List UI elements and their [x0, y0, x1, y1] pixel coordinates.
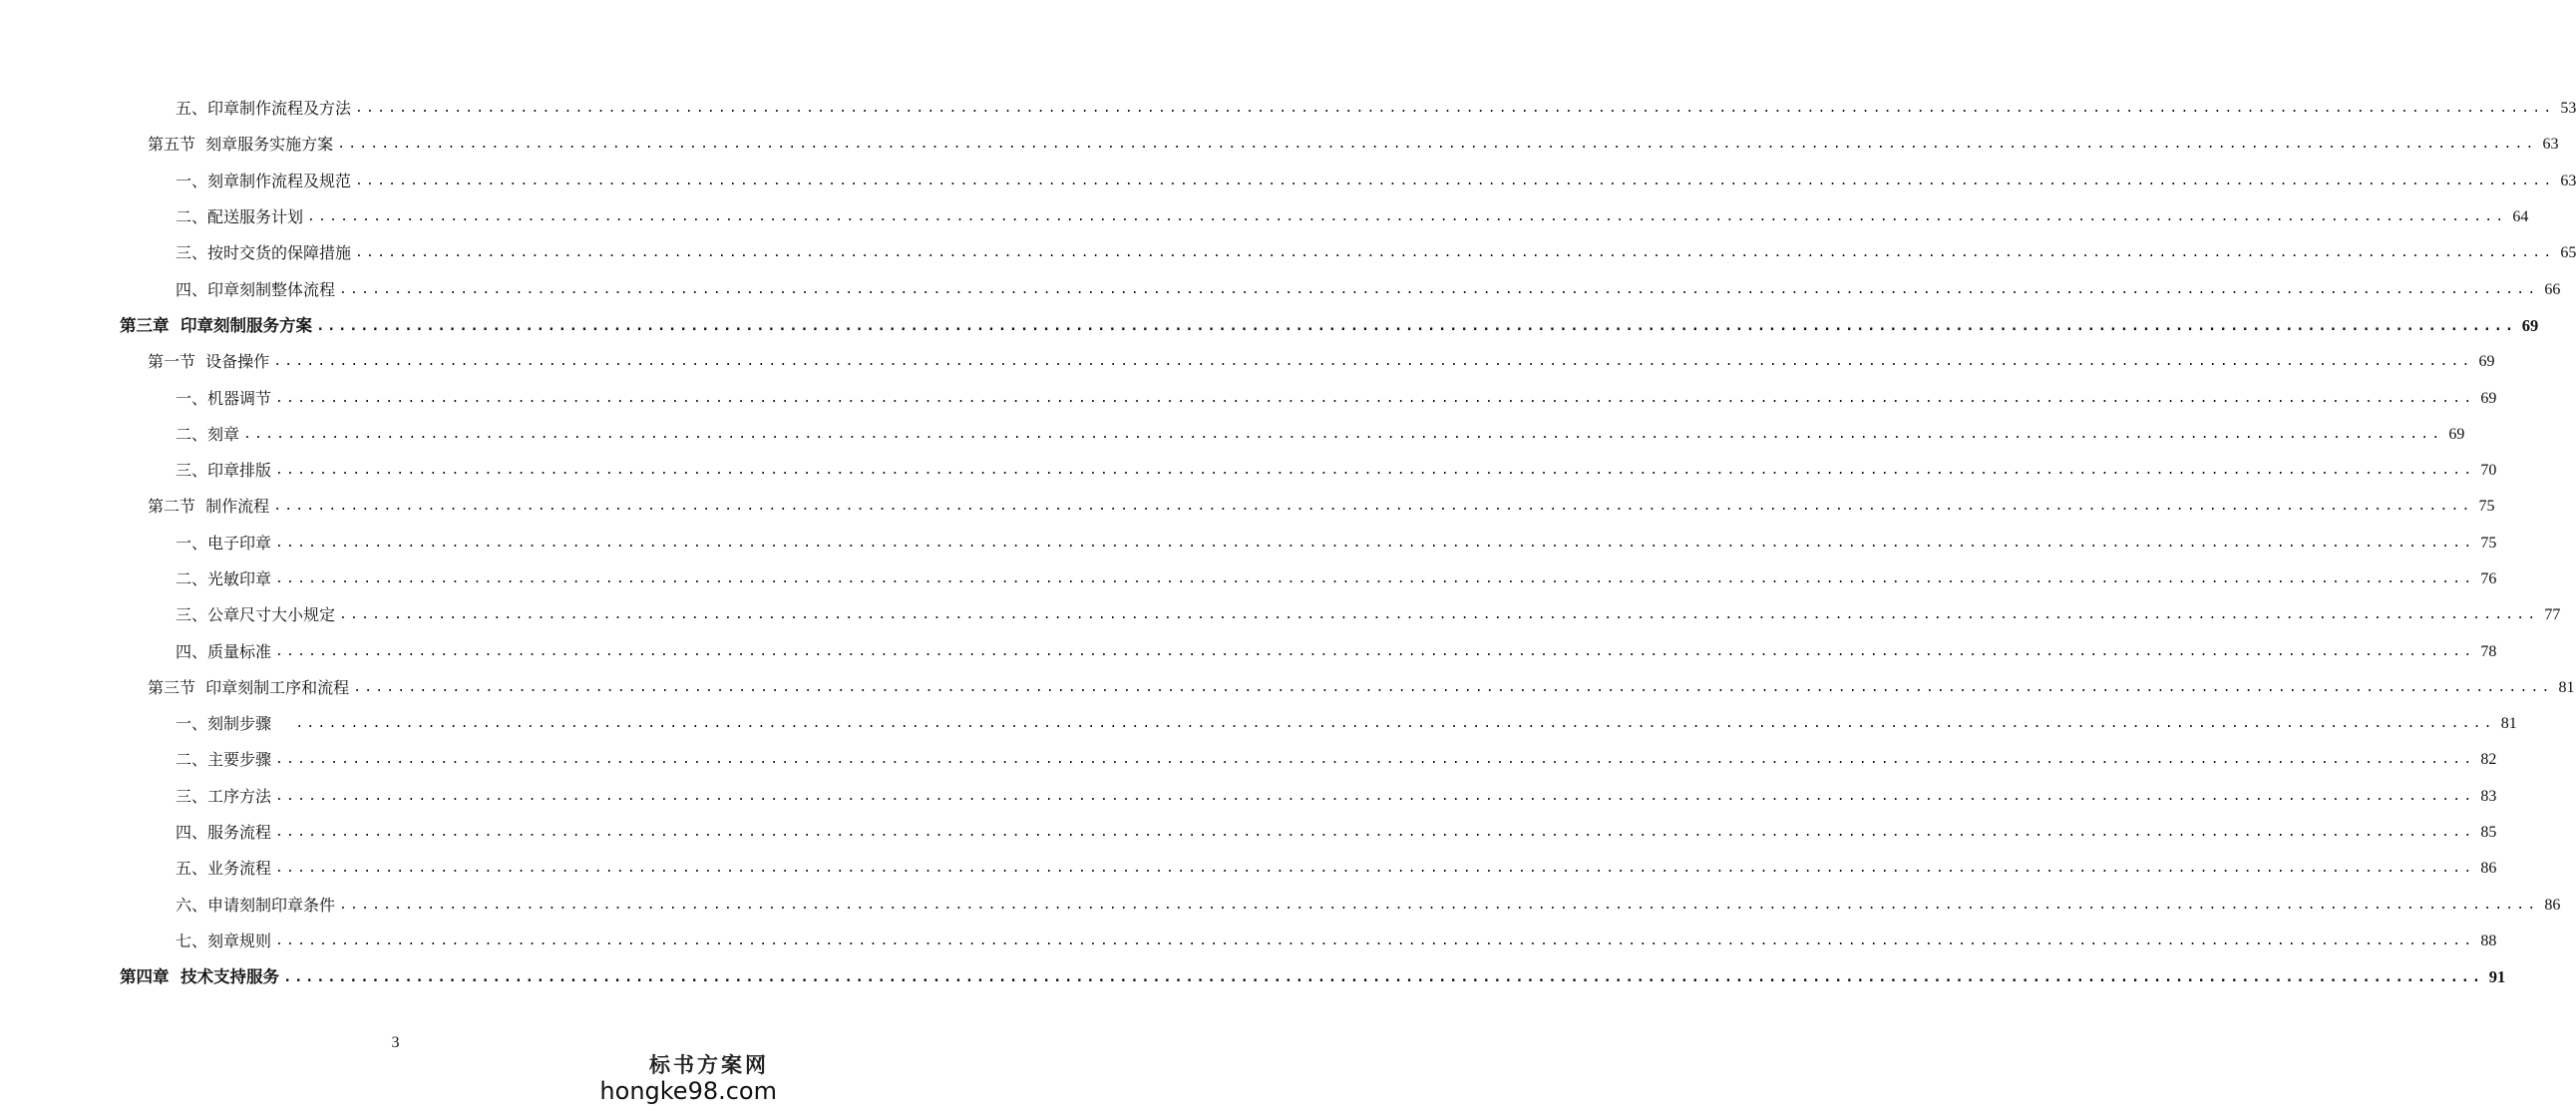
- toc-entry-chapter[interactable]: [0, 959, 2506, 995]
- toc-entry-item[interactable]: [0, 453, 2497, 489]
- toc-entry-page: 70: [2480, 462, 2497, 480]
- toc-dot-leader: ........................................................................................................................................................................................................: [275, 643, 2475, 659]
- toc-entry-title: 四、服务流程: [176, 823, 272, 843]
- toc-dot-leader: ........................................................................................................................................................................................................: [275, 932, 2475, 948]
- toc-entry-title: 三、公章尺寸大小规定: [176, 605, 336, 625]
- toc-entry-title: 二、光敏印章: [176, 569, 272, 588]
- toc-dot-leader: ........................................................................................................................................................................................................: [339, 897, 2539, 913]
- page-number: 3: [391, 1034, 400, 1051]
- toc-dot-leader: ........................................................................................................................................................................................................: [316, 317, 2516, 334]
- toc-entry-section[interactable]: [0, 127, 2559, 163]
- toc-entry-item[interactable]: [0, 199, 2529, 235]
- toc-entry-title: 三、按时交货的保障措施: [176, 243, 352, 263]
- toc-entry-title: 第一节 设备操作: [148, 352, 270, 372]
- toc-entry-page: 86: [2480, 860, 2497, 878]
- toc-entry-item[interactable]: [0, 888, 2561, 924]
- toc-entry-item[interactable]: [0, 91, 2576, 127]
- toc-entry-page: 78: [2480, 642, 2497, 660]
- toc-entry-page: 63: [2542, 136, 2559, 154]
- toc-entry-page: 81: [2558, 678, 2575, 696]
- toc-dot-leader: ........................................................................................................................................................................................................: [295, 716, 2495, 732]
- toc-dot-leader: ........................................................................................................................................................................................................: [275, 463, 2475, 479]
- toc-dot-leader: ........................................................................................................................................................................................................: [307, 209, 2507, 225]
- toc-entry-title: 三、印章排版: [176, 461, 272, 481]
- toc-entry-page: 65: [2560, 244, 2576, 262]
- toc-dot-leader: ........................................................................................................................................................................................................: [275, 788, 2475, 804]
- toc-dot-leader: ........................................................................................................................................................................................................: [275, 390, 2475, 406]
- toc-dot-leader: ........................................................................................................................................................................................................: [337, 137, 2537, 153]
- toc-entry-item[interactable]: [0, 164, 2576, 199]
- toc-entry-page: 63: [2560, 172, 2576, 189]
- toc-dot-leader: ........................................................................................................................................................................................................: [275, 535, 2475, 551]
- toc-dot-leader: ........................................................................................................................................................................................................: [283, 969, 2483, 986]
- toc-entry-title: 第五节 刻章服务实施方案: [148, 135, 334, 155]
- watermark: [599, 1049, 777, 1105]
- toc-entry-item[interactable]: [0, 235, 2576, 271]
- toc-entry-section[interactable]: [0, 489, 2495, 525]
- toc-entry-page: 69: [2448, 425, 2465, 443]
- toc-entry-section[interactable]: [0, 670, 2575, 706]
- toc-entry-item[interactable]: [0, 706, 2517, 742]
- toc-entry-title: 七、刻章规则: [176, 931, 272, 950]
- toc-entry-page: 83: [2480, 787, 2497, 805]
- toc-entry-page: 69: [2480, 389, 2497, 407]
- toc-entry-item[interactable]: [0, 742, 2497, 778]
- watermark-name: 标书方案网: [649, 1052, 769, 1077]
- toc-entry-page: 66: [2544, 280, 2561, 298]
- toc-dot-leader: ........................................................................................................................................................................................................: [355, 101, 2555, 117]
- toc-entry-page: 77: [2544, 606, 2561, 624]
- toc-dot-leader: ........................................................................................................................................................................................................: [339, 607, 2539, 623]
- toc-entry-item[interactable]: [0, 597, 2561, 633]
- toc-dot-leader: ........................................................................................................................................................................................................: [355, 173, 2555, 188]
- toc-entry-page: 91: [2488, 967, 2506, 987]
- toc-entry-page: 88: [2480, 932, 2497, 949]
- toc-entry-section[interactable]: [0, 344, 2495, 380]
- toc-dot-leader: ........................................................................................................................................................................................................: [275, 825, 2475, 841]
- toc-entry-page: 69: [2521, 315, 2539, 335]
- toc-entry-item[interactable]: [0, 271, 2561, 307]
- toc-entry-title: 第三节 印章刻制工序和流程: [148, 677, 350, 697]
- toc-entry-item[interactable]: [0, 561, 2497, 597]
- toc-entry-title: 一、刻制步骤: [176, 714, 292, 734]
- toc-entry-title: 五、印章制作流程及方法: [176, 99, 352, 119]
- toc-entry-title: 五、业务流程: [176, 859, 272, 879]
- toc-entry-title: 四、印章刻制整体流程: [176, 279, 336, 299]
- table-of-contents: [0, 91, 2576, 995]
- toc-entry-title: 一、机器调节: [176, 388, 272, 408]
- toc-entry-item[interactable]: [0, 380, 2497, 416]
- watermark-url: hongke98.com: [599, 1077, 777, 1105]
- toc-dot-leader: ........................................................................................................................................................................................................: [275, 861, 2475, 877]
- toc-dot-leader: ........................................................................................................................................................................................................: [243, 426, 2443, 442]
- toc-dot-leader: ........................................................................................................................................................................................................: [339, 281, 2539, 297]
- toc-entry-title: 二、刻章: [176, 424, 240, 444]
- toc-entry-title: 第四章 技术支持服务: [120, 967, 279, 987]
- toc-entry-page: 64: [2512, 208, 2529, 226]
- toc-entry-item[interactable]: [0, 851, 2497, 887]
- toc-entry-item[interactable]: [0, 526, 2497, 561]
- toc-entry-title: 六、申请刻制印章条件: [176, 895, 336, 915]
- toc-entry-title: 三、工序方法: [176, 786, 272, 806]
- toc-entry-page: 75: [2478, 498, 2495, 516]
- toc-entry-title: 四、质量标准: [176, 641, 272, 661]
- toc-entry-title: 一、电子印章: [176, 533, 272, 553]
- toc-entry-title: 二、主要步骤: [176, 750, 272, 770]
- toc-entry-chapter[interactable]: [0, 308, 2539, 344]
- toc-entry-page: 82: [2480, 751, 2497, 769]
- toc-dot-leader: ........................................................................................................................................................................................................: [273, 499, 2473, 515]
- toc-entry-page: 76: [2480, 570, 2497, 587]
- toc-dot-leader: ........................................................................................................................................................................................................: [353, 679, 2553, 695]
- toc-dot-leader: ........................................................................................................................................................................................................: [275, 752, 2475, 768]
- toc-entry-item[interactable]: [0, 924, 2497, 959]
- toc-entry-item[interactable]: [0, 633, 2497, 669]
- toc-entry-title: 二、配送服务计划: [176, 207, 304, 227]
- toc-entry-page: 69: [2478, 353, 2495, 371]
- toc-entry-page: 53: [2560, 100, 2576, 118]
- toc-entry-page: 81: [2500, 715, 2517, 733]
- toc-dot-leader: ........................................................................................................................................................................................................: [275, 571, 2475, 586]
- toc-entry-page: 86: [2544, 896, 2561, 914]
- toc-entry-page: 85: [2480, 824, 2497, 842]
- toc-entry-title: 第三章 印章刻制服务方案: [120, 315, 312, 335]
- toc-entry-title: 一、刻章制作流程及规范: [176, 171, 352, 190]
- toc-entry-item[interactable]: [0, 779, 2497, 815]
- toc-dot-leader: ........................................................................................................................................................................................................: [355, 245, 2555, 261]
- toc-dot-leader: ........................................................................................................................................................................................................: [273, 354, 2473, 370]
- toc-entry-page: 75: [2480, 534, 2497, 552]
- toc-entry-item[interactable]: [0, 417, 2465, 453]
- toc-entry-title: 第二节 制作流程: [148, 497, 270, 517]
- toc-entry-item[interactable]: [0, 815, 2497, 851]
